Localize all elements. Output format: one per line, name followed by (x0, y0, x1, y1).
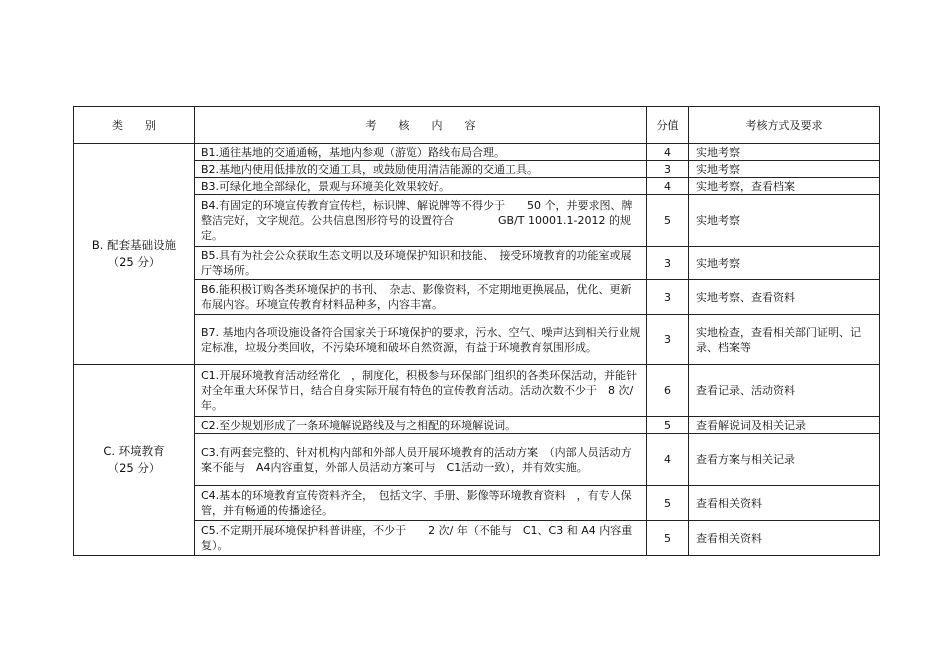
category-points: （25 分） (107, 461, 161, 475)
header-score: 分值 (647, 107, 689, 144)
header-category: 类 别 (74, 107, 195, 144)
item-method: 实地考察 (689, 247, 880, 280)
table-row (74, 486, 880, 521)
item-score: 4 (647, 434, 689, 486)
item-content: C3.有两套完整的、针对机构内部和外部人员开展环境教育的活动方案 （内部人员活动方案不能与 A4内容重复，外部人员活动方案可与 C1活动一致），并有效实施。 (195, 434, 647, 486)
item-content: B6.能积极订购各类环境保护的书刊、 杂志、影像资料，不定期地更换展品，优化、更新布展内容。环境宣传教育材料品种多，内容丰富。 (195, 280, 647, 315)
category-name: B. 配套基础设施 (91, 238, 177, 252)
item-score: 3 (647, 161, 689, 178)
item-content: C4.基本的环境教育宣传资料齐全， 包括文字、手册、影像等环境教育资料 ，有专人保管，并有畅通的传播途径。 (195, 486, 647, 521)
table-row (74, 161, 880, 178)
item-method: 实地考察、查看资料 (689, 280, 880, 315)
item-method: 实地考察 (689, 144, 880, 161)
header-content: 考 核 内 容 (195, 107, 647, 144)
category-cell-c (74, 365, 195, 556)
table-row (74, 315, 880, 365)
item-score: 4 (647, 144, 689, 161)
header-method: 考核方式及要求 (689, 107, 880, 144)
table-row (74, 365, 880, 417)
item-content: B1.通往基地的交通通畅，基地内参观（游览）路线布局合理。 (195, 144, 647, 161)
item-method: 查看解说词及相关记录 (689, 417, 880, 434)
item-score: 3 (647, 280, 689, 315)
item-score: 5 (647, 417, 689, 434)
item-content: B4.有固定的环境宣传教育宣传栏，标识牌、解说牌等不得少于 50 个，并要求图、牌整洁完好，文字规范。公共信息图形符号的设置符合 GB/T 10001.1-2012 的规定。 (195, 195, 647, 247)
item-content: C2.至少规划形成了一条环境解说路线及与之相配的环境解说词。 (195, 417, 647, 434)
item-method: 实地检查，查看相关部门证明、记录、档案等 (689, 315, 880, 365)
table-row (74, 178, 880, 195)
item-method: 实地考察 (689, 161, 880, 178)
item-score: 6 (647, 365, 689, 417)
item-method: 实地考察 (689, 195, 880, 247)
table-row (74, 417, 880, 434)
category-name: C. 环境教育 (103, 444, 165, 458)
item-content: C5.不定期开展环境保护科普讲座，不少于 2 次/ 年（不能与 C1、C3 和 A4 内容重复）。 (195, 521, 647, 556)
table-header-row (74, 107, 880, 144)
category-cell-b (74, 144, 195, 365)
table-row (74, 247, 880, 280)
item-content: B2.基地内使用低排放的交通工具，或鼓励使用清洁能源的交通工具。 (195, 161, 647, 178)
table-row (74, 144, 880, 161)
item-content: B7. 基地内各项设施设备符合国家关于环境保护的要求，污水、空气、噪声达到相关行业规定标准，垃圾分类回收，不污染环境和破坏自然资源，有益于环境教育氛围形成。 (195, 315, 647, 365)
item-content: C1.开展环境教育活动经常化 ，制度化，积极参与环保部门组织的各类环保活动，并能针对全年重大环保节日，结合自身实际开展有特色的宣传教育活动。活动次数不少于 8 次/ 年。 (195, 365, 647, 417)
item-method: 查看方案与相关记录 (689, 434, 880, 486)
item-score: 3 (647, 247, 689, 280)
item-score: 3 (647, 315, 689, 365)
table-row (74, 195, 880, 247)
item-content: B3.可绿化地全部绿化，景观与环境美化效果较好。 (195, 178, 647, 195)
item-method: 查看相关资料 (689, 486, 880, 521)
item-method: 实地考察，查看档案 (689, 178, 880, 195)
table-row (74, 280, 880, 315)
category-points: （25 分） (107, 255, 161, 269)
assessment-table (73, 106, 880, 556)
item-score: 5 (647, 521, 689, 556)
item-method: 查看记录、活动资料 (689, 365, 880, 417)
item-content: B5.具有为社会公众获取生态文明以及环境保护知识和技能、 接受环境教育的功能室或展厅等场所。 (195, 247, 647, 280)
item-score: 4 (647, 178, 689, 195)
table-row (74, 434, 880, 486)
table-row (74, 521, 880, 556)
item-score: 5 (647, 486, 689, 521)
item-score: 5 (647, 195, 689, 247)
item-method: 查看相关资料 (689, 521, 880, 556)
